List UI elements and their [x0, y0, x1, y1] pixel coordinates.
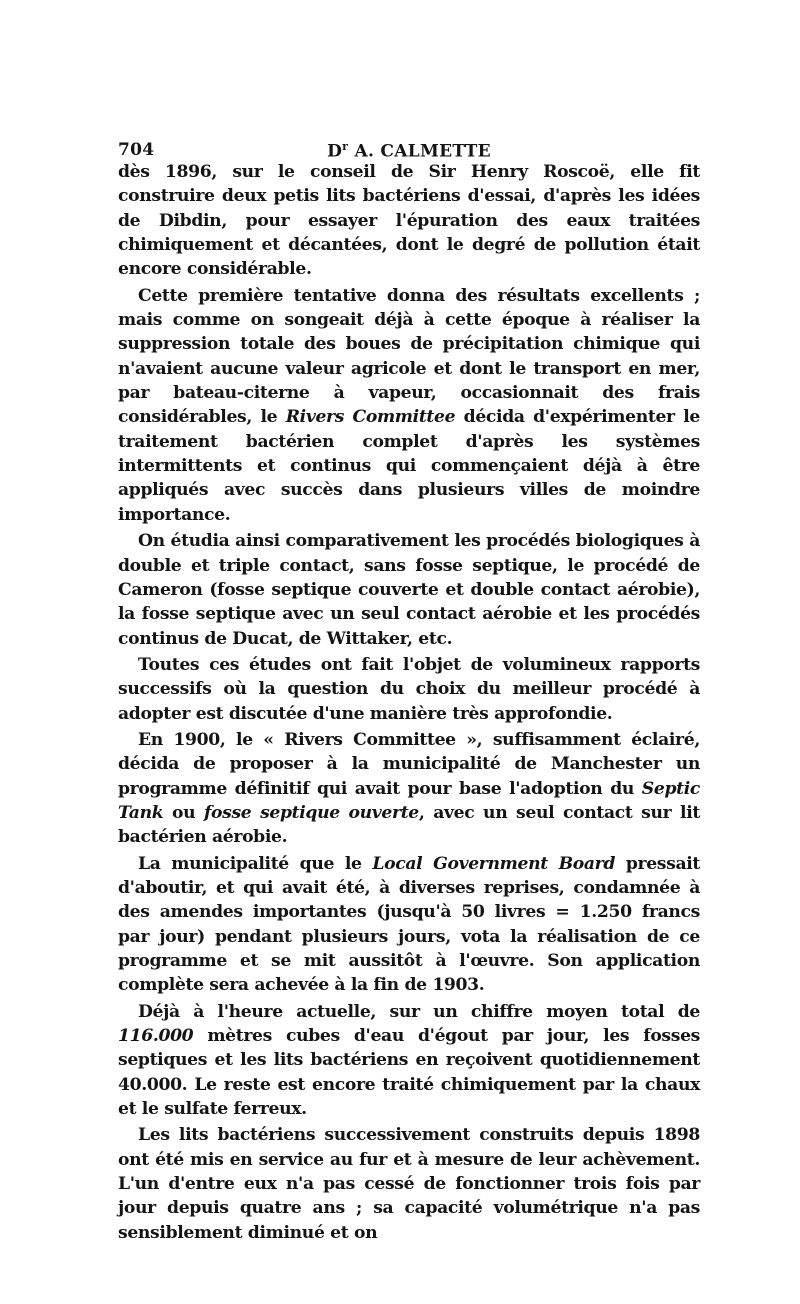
text-run: , avec un seul contact sur lit bactérien aérobie.: [118, 802, 700, 848]
text-run: Déjà à l'heure actuelle, sur un chiffre moyen total de: [138, 1001, 700, 1022]
text-run: mètres cubes d'eau d'égout par jour, les fosses septiques et les lits bactériens en reçoivent quotidiennement 40.000. Le reste est encore traité chimiquement par la chaux et le sulfate ferreux.: [118, 1026, 700, 1120]
page-number: 704: [118, 140, 155, 160]
paragraph-1: [118, 160, 700, 282]
author-name: A. CALMETTE: [354, 141, 491, 162]
text-run: Cette première tentative donna des résultats excellents ; mais comme on songeait déjà à cette époque à réaliser la suppression totale des boues de précipitation chimique qui n'avaient aucune valeur agricole et dont le transport en mer, par bateau-citerne à vapeur, occasionnait des frais considérables, le: [118, 285, 700, 428]
text-run: Les lits bactériens successivement construits depuis 1898 ont été mis en service au fur et à mesure de leur achèvement. L'un d'entre eux n'a pas cessé de fonctionner trois fois par jour depuis quatre ans ; sa capacité volumétrique n'a pas sensiblement diminué et on: [118, 1125, 700, 1243]
italic-text: Rivers Committee: [285, 407, 456, 428]
running-head: [118, 140, 700, 162]
italic-text: Septic Tank: [118, 778, 700, 823]
paragraph-5: [118, 728, 700, 850]
text-run: dès 1896, sur le conseil de Sir Henry Roscoë, elle fit construire deux petis lits bactériens d'essai, d'après les idées de Dibdin, pour essayer l'épuration des eaux traitées chimiquement et décantées, dont le degré de pollution était encore considérable.: [118, 162, 700, 280]
paragraph-8: [118, 1123, 700, 1245]
paragraph-2: [118, 284, 700, 527]
italic-text: Local Government Board: [372, 853, 616, 874]
paragraph-3: [118, 529, 700, 651]
book-page: [118, 128, 700, 1247]
paragraph-6: [118, 852, 700, 998]
author-prefix-superscript: r: [342, 140, 349, 153]
page-header: [118, 128, 700, 162]
paragraph-7: [118, 1000, 700, 1122]
italic-text: fosse septique ouverte: [203, 802, 419, 823]
text-run: pressait d'aboutir, et qui avait été, à diverses reprises, condamnée à des amendes importantes (jusqu'à 50 livres = 1.250 francs par jour) pendant plusieurs jours, vota la réalisation de ce programme et se mit aussitôt à l'œuvre. Son application complète sera achevée à la fin de 1903.: [118, 853, 700, 996]
text-run: ou: [163, 802, 204, 823]
author-prefix: D: [327, 141, 343, 162]
italic-text: 116.000: [118, 1026, 194, 1047]
body-text: [118, 160, 700, 1245]
text-run: décida d'expérimenter le traitement bactérien complet d'après les systèmes intermittents et continus qui commençaient déjà à être appliqués avec succès dans plusieurs villes de moindre importance.: [118, 407, 700, 525]
paragraph-4: [118, 653, 700, 726]
text-run: Toutes ces études ont fait l'objet de volumineux rapports successifs où la question du choix du meilleur procédé à adopter est discutée d'une manière très approfondie.: [118, 654, 700, 724]
text-run: En 1900, le « Rivers Committee », suffisamment éclairé, décida de proposer à la municipalité de Manchester un programme définitif qui avait pour base l'adoption du: [118, 729, 700, 799]
text-run: La municipalité que le: [138, 853, 373, 874]
text-run: On étudia ainsi comparativement les procédés biologiques à double et triple contact, sans fosse septique, le procédé de Cameron (fosse septique couverte et double contact aérobie), la fosse septique avec un seul contact aérobie et les procédés continus de Ducat, de Wittaker, etc.: [118, 531, 700, 649]
